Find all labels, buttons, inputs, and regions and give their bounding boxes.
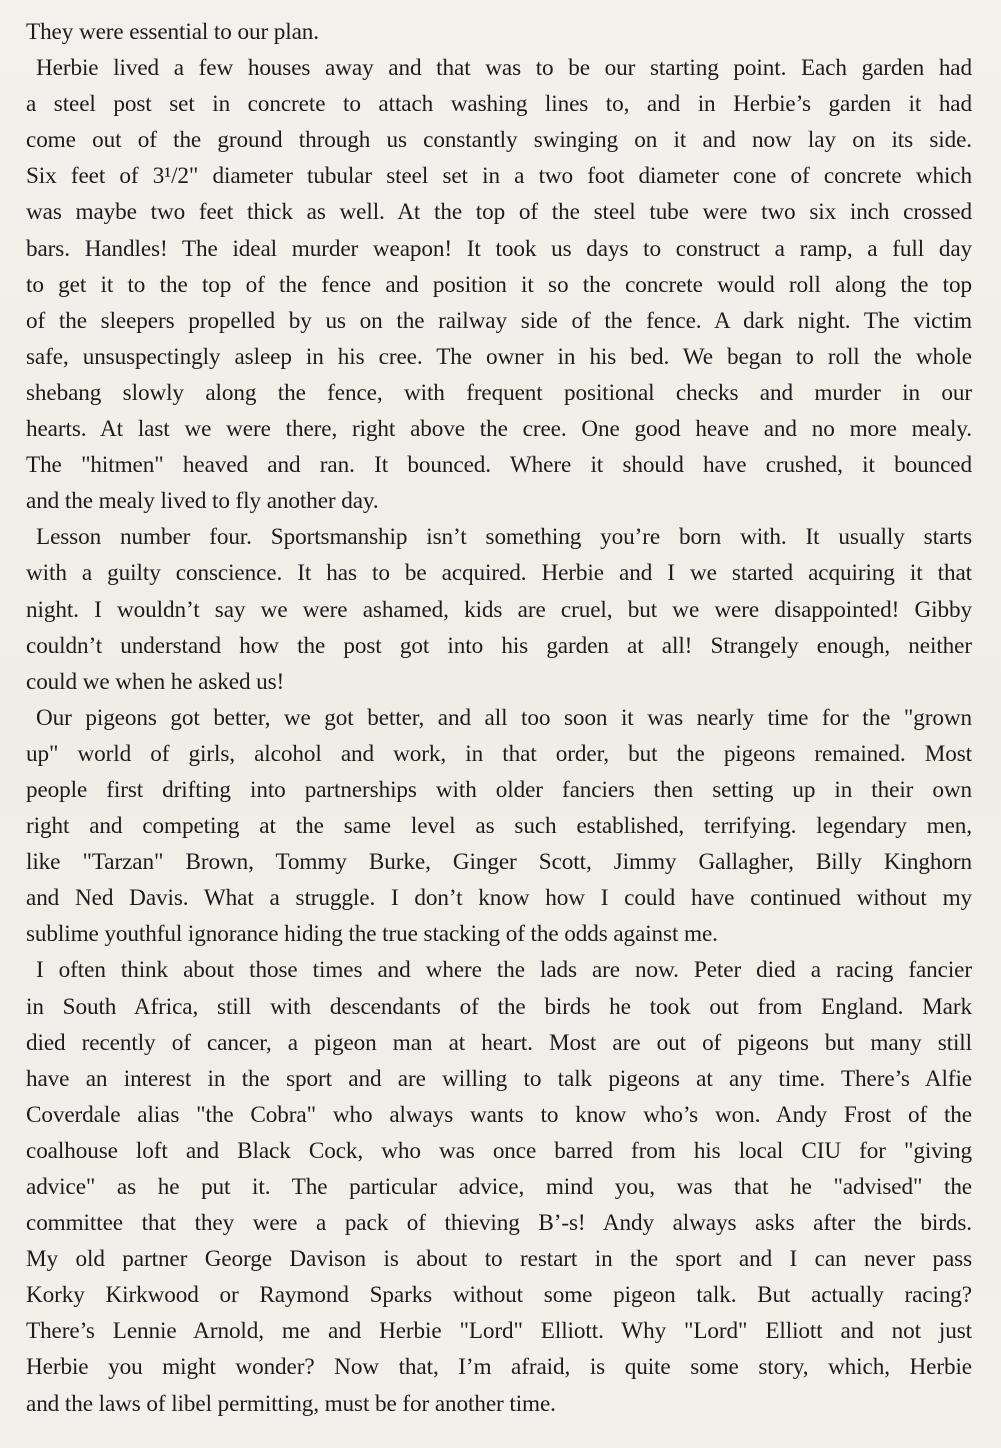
text-line: with a guilty conscience. It has to be acquired. Herbie and I we started acquiring it that bbox=[26, 560, 972, 587]
text-line: and the laws of libel permitting, must be for another time. bbox=[26, 1390, 556, 1417]
text-line: died recently of cancer, a pigeon man at heart. Most are out of pigeons but many still bbox=[26, 1029, 972, 1056]
text-line: Coverdale alias "the Cobra" who always wants to know who’s won. Andy Frost of the bbox=[26, 1101, 972, 1128]
text-line: sublime youthful ignorance hiding the true stacking of the odds against me. bbox=[26, 921, 718, 948]
text-line: There’s Lennie Arnold, me and Herbie "Lord" Elliott. Why "Lord" Elliott and not just bbox=[26, 1318, 972, 1345]
text-line: couldn’t understand how the post got into his garden at all! Strangely enough, neither bbox=[26, 632, 972, 659]
text-line: committee that they were a pack of thieving B’-s! Andy always asks after the birds. bbox=[26, 1210, 972, 1237]
text-line: bars. Handles! The ideal murder weapon! It took us days to construct a ramp, a full day bbox=[26, 235, 972, 262]
text-line: Korky Kirkwood or Raymond Sparks without some pigeon talk. But actually racing? bbox=[26, 1282, 972, 1309]
text-line: of the sleepers propelled by us on the railway side of the fence. A dark night. The victim bbox=[26, 307, 972, 334]
text-line: was maybe two feet thick as well. At the top of the steel tube were two six inch crossed bbox=[26, 199, 972, 226]
text-line: to get it to the top of the fence and position it so the concrete would roll along the top bbox=[26, 271, 972, 298]
text-line: people first drifting into partnerships with older fanciers then setting up in their own bbox=[26, 776, 972, 803]
text-line: My old partner George Davison is about to restart in the sport and I can never pass bbox=[26, 1246, 972, 1273]
text-line: shebang slowly along the fence, with frequent positional checks and murder in our bbox=[26, 379, 972, 406]
text-line: hearts. At last we were there, right above the cree. One good heave and no more mealy. bbox=[26, 416, 972, 443]
text-line: up" world of girls, alcohol and work, in that order, but the pigeons remained. Most bbox=[26, 740, 972, 767]
body-text bbox=[26, 14, 972, 1422]
text-line: Six feet of 3¹/2" diameter tubular steel set in a two foot diameter cone of concrete which bbox=[26, 163, 972, 190]
text-line: like "Tarzan" Brown, Tommy Burke, Ginger Scott, Jimmy Gallagher, Billy Kinghorn bbox=[26, 849, 972, 876]
text-line: They were essential to our plan. bbox=[26, 19, 319, 45]
text-line: have an interest in the sport and are willing to talk pigeons at any time. There’s Alfie bbox=[26, 1065, 972, 1092]
text-line: in South Africa, still with descendants of the birds he took out from England. Mark bbox=[26, 993, 972, 1020]
text-line: Lesson number four. Sportsmanship isn’t something you’re born with. It usually starts bbox=[36, 524, 972, 551]
text-line: Our pigeons got better, we got better, and all too soon it was nearly time for the "grown bbox=[36, 704, 972, 731]
text-line: Herbie lived a few houses away and that was to be our starting point. Each garden had bbox=[36, 55, 972, 82]
text-line: advice" as he put it. The particular advice, mind you, was that he "advised" the bbox=[26, 1174, 972, 1200]
text-line: night. I wouldn’t say we were ashamed, kids are cruel, but we were disappointed! Gibby bbox=[26, 596, 972, 623]
text-line: safe, unsuspectingly asleep in his cree. The owner in his bed. We began to roll the whole bbox=[26, 343, 972, 370]
text-line: The "hitmen" heaved and ran. It bounced. Where it should have crushed, it bounced bbox=[26, 452, 972, 479]
text-line: could we when he asked us! bbox=[26, 668, 285, 695]
text-line: a steel post set in concrete to attach washing lines to, and in Herbie’s garden it had bbox=[26, 91, 972, 118]
text-line: right and competing at the same level as such established, terrifying. legendary men, bbox=[26, 813, 972, 840]
text-line: come out of the ground through us constantly swinging on it and now lay on its side. bbox=[26, 127, 972, 154]
text-line: coalhouse loft and Black Cock, who was once barred from his local CIU for "giving bbox=[26, 1137, 972, 1164]
text-line: and Ned Davis. What a struggle. I don’t know how I could have continued without my bbox=[26, 885, 972, 912]
text-line: and the mealy lived to fly another day. bbox=[26, 488, 379, 515]
text-line: I often think about those times and where the lads are now. Peter died a racing fancier bbox=[36, 957, 972, 984]
text-line: Herbie you might wonder? Now that, I’m afraid, is quite some story, which, Herbie bbox=[26, 1354, 972, 1381]
